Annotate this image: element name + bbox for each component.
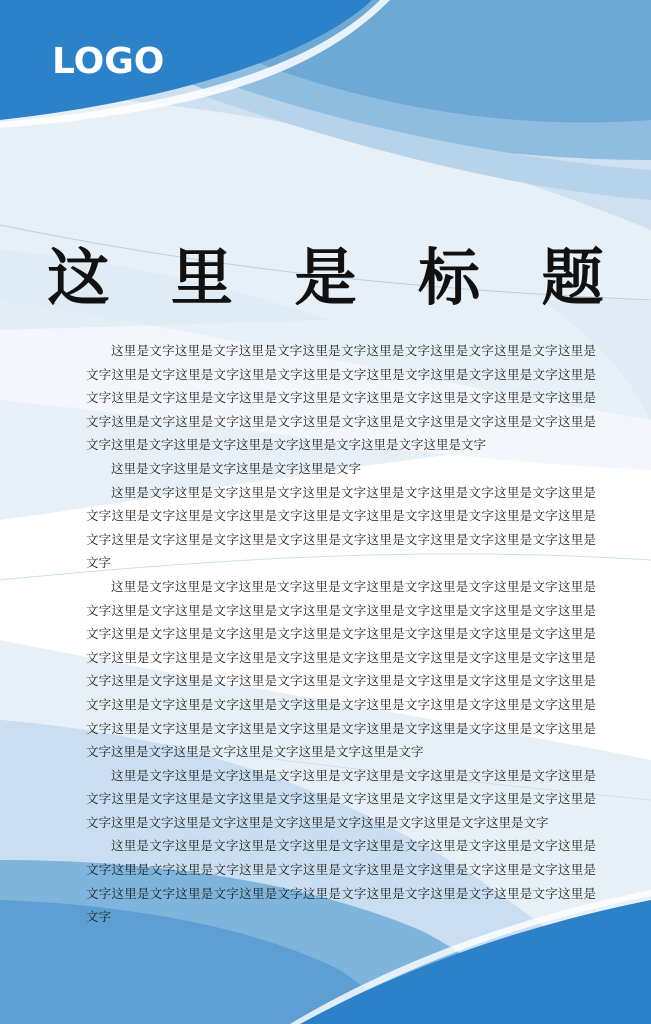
page-title: 这 里 是 标 题 [47,240,624,314]
paragraph: 这里是文字这里是文字这里是文字这里是文字这里是文字这里是文字这里是文字这里是文字这里是文字这里是文字这里是文字这里是文字这里是文字这里是文字这里是文字这里是文字这里是文字这里是文字这里是文字这里是文字这里是文字这里是文字这里是文字这里是文字 [86,838,596,925]
paragraph: 这里是文字这里是文字这里是文字这里是文字这里是文字这里是文字这里是文字这里是文字这里是文字这里是文字这里是文字这里是文字这里是文字这里是文字这里是文字这里是文字这里是文字这里是文字这里是文字这里是文字这里是文字这里是文字这里是文字这里是文字 [86,484,596,571]
paragraph: 这里是文字这里是文字这里是文字这里是文字这里是文字这里是文字这里是文字这里是文字这里是文字这里是文字这里是文字这里是文字这里是文字这里是文字这里是文字这里是文字这里是文字这里是文字这里是文字这里是文字这里是文字这里是文字这里是文字 [86,767,596,830]
logo: LOGO [52,41,165,82]
paragraph: 这里是文字这里是文字这里是文字这里是文字 [111,460,362,476]
body-text [86,339,596,929]
paragraph: 这里是文字这里是文字这里是文字这里是文字这里是文字这里是文字这里是文字这里是文字这里是文字这里是文字这里是文字这里是文字这里是文字这里是文字这里是文字这里是文字这里是文字这里是文字这里是文字这里是文字这里是文字这里是文字这里是文字这里是文字这里是文字这里是文字这里是文字这里是文字这里是文字这里是文字这里是文字这里是文字这里是文字这里是文字这里是文字这里是文字这里是文字这里是文字这里是文字这里是文字这里是文字这里是文字这里是文字这里是文字这里是文字这里是文字这里是文字这里是文字这里是文字这里是文字这里是文字这里是文字这里是文字这里是文字这里是文字这里是文字这里是文字这里是文字这里是文字这里是文字这里是文字 [86,578,596,760]
paragraph: 这里是文字这里是文字这里是文字这里是文字这里是文字这里是文字这里是文字这里是文字这里是文字这里是文字这里是文字这里是文字这里是文字这里是文字这里是文字这里是文字这里是文字这里是文字这里是文字这里是文字这里是文字这里是文字这里是文字这里是文字这里是文字这里是文字这里是文字这里是文字这里是文字这里是文字这里是文字这里是文字这里是文字这里是文字这里是文字这里是文字这里是文字这里是文字 [86,343,596,453]
